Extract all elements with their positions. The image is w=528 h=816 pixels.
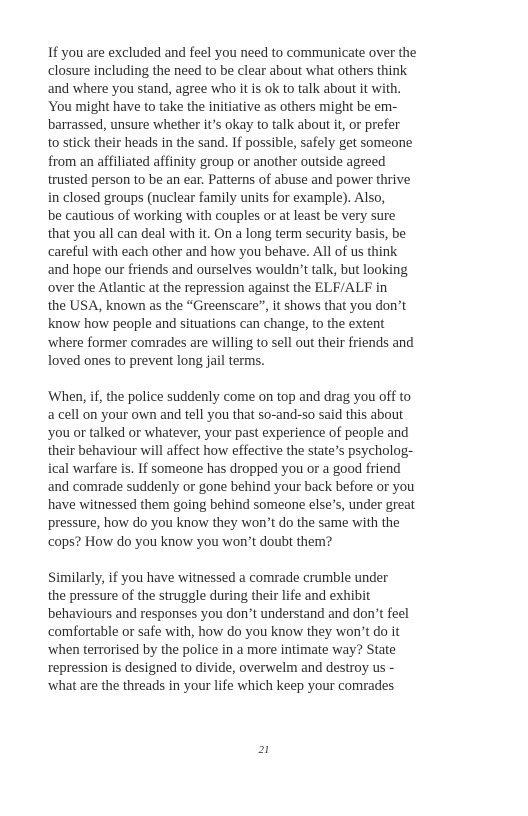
paragraph-1 [48, 44, 488, 370]
text-line: that you all can deal with it. On a long term security basis, be [48, 225, 406, 242]
text-line: behaviours and responses you don’t understand and don’t feel [48, 605, 409, 622]
text-line: You might have to take the initiative as others might be em- [48, 99, 398, 116]
text-line: and where you stand, agree who it is ok to talk about it with. [48, 81, 402, 98]
text-line: loved ones to prevent long jail terms. [48, 352, 265, 369]
text-line: careful with each other and how you behave. All of us think [48, 244, 398, 261]
text-line: and hope our friends and ourselves wouldn’t talk, but looking [48, 262, 408, 279]
page-number: 21 [258, 744, 270, 756]
text-line: be cautious of working with couples or at least be very sure [48, 207, 396, 224]
text-line: pressure, how do you know they won’t do the same with the [48, 515, 400, 532]
text-line: to stick their heads in the sand. If possible, safely get someone [48, 135, 413, 152]
text-line: the USA, known as the “Greenscare”, it shows that you don’t [48, 298, 407, 315]
text-line: ical warfare is. If someone has dropped you or a good friend [48, 461, 401, 478]
body-text [48, 44, 488, 695]
text-line: their behaviour will affect how effective the state’s psycholog- [48, 443, 413, 460]
text-line: When, if, the police suddenly come on top and drag you off to [48, 388, 411, 405]
paragraph-spacer [48, 551, 488, 569]
text-line: If you are excluded and feel you need to communicate over the [48, 45, 417, 61]
text-line: a cell on your own and tell you that so-and-so said this about [48, 406, 404, 423]
text-line: repression is designed to divide, overwelm and destroy us - [48, 660, 395, 677]
text-line: where former comrades are willing to sell out their friends and [48, 334, 414, 351]
paragraph-3 [48, 569, 488, 696]
text-line: barrassed, unsure whether it’s okay to talk about it, or prefer [48, 117, 400, 134]
text-line: have witnessed them going behind someone else’s, under great [48, 497, 415, 514]
text-line: over the Atlantic at the repression against the ELF/ALF in [48, 280, 388, 297]
text-line: in closed groups (nuclear family units for example). Also, [48, 189, 386, 206]
text-line: trusted person to be an ear. Patterns of abuse and power thrive [48, 171, 411, 188]
paragraph-spacer [48, 370, 488, 388]
text-line: comfortable or safe with, how do you know they won’t do it [48, 624, 400, 640]
text-line: Similarly, if you have witnessed a comrade crumble under [48, 569, 388, 586]
text-line: when terrorised by the police in a more intimate way? State [48, 642, 396, 659]
text-line: you or talked or whatever, your past experience of people and [48, 424, 409, 441]
paragraph-2 [48, 388, 488, 551]
text-line: from an affiliated affinity group or another outside agreed [48, 153, 386, 170]
text-line: closure including the need to be clear about what others think [48, 63, 408, 80]
text-line: and comrade suddenly or gone behind your back before or you [48, 479, 415, 496]
text-line: what are the threads in your life which keep your comrades [48, 678, 395, 695]
text-line: cops? How do you know you won’t doubt them? [48, 533, 333, 550]
text-line: know how people and situations can change, to the extent [48, 316, 385, 333]
text-line: the pressure of the struggle during their life and exhibit [48, 587, 371, 604]
